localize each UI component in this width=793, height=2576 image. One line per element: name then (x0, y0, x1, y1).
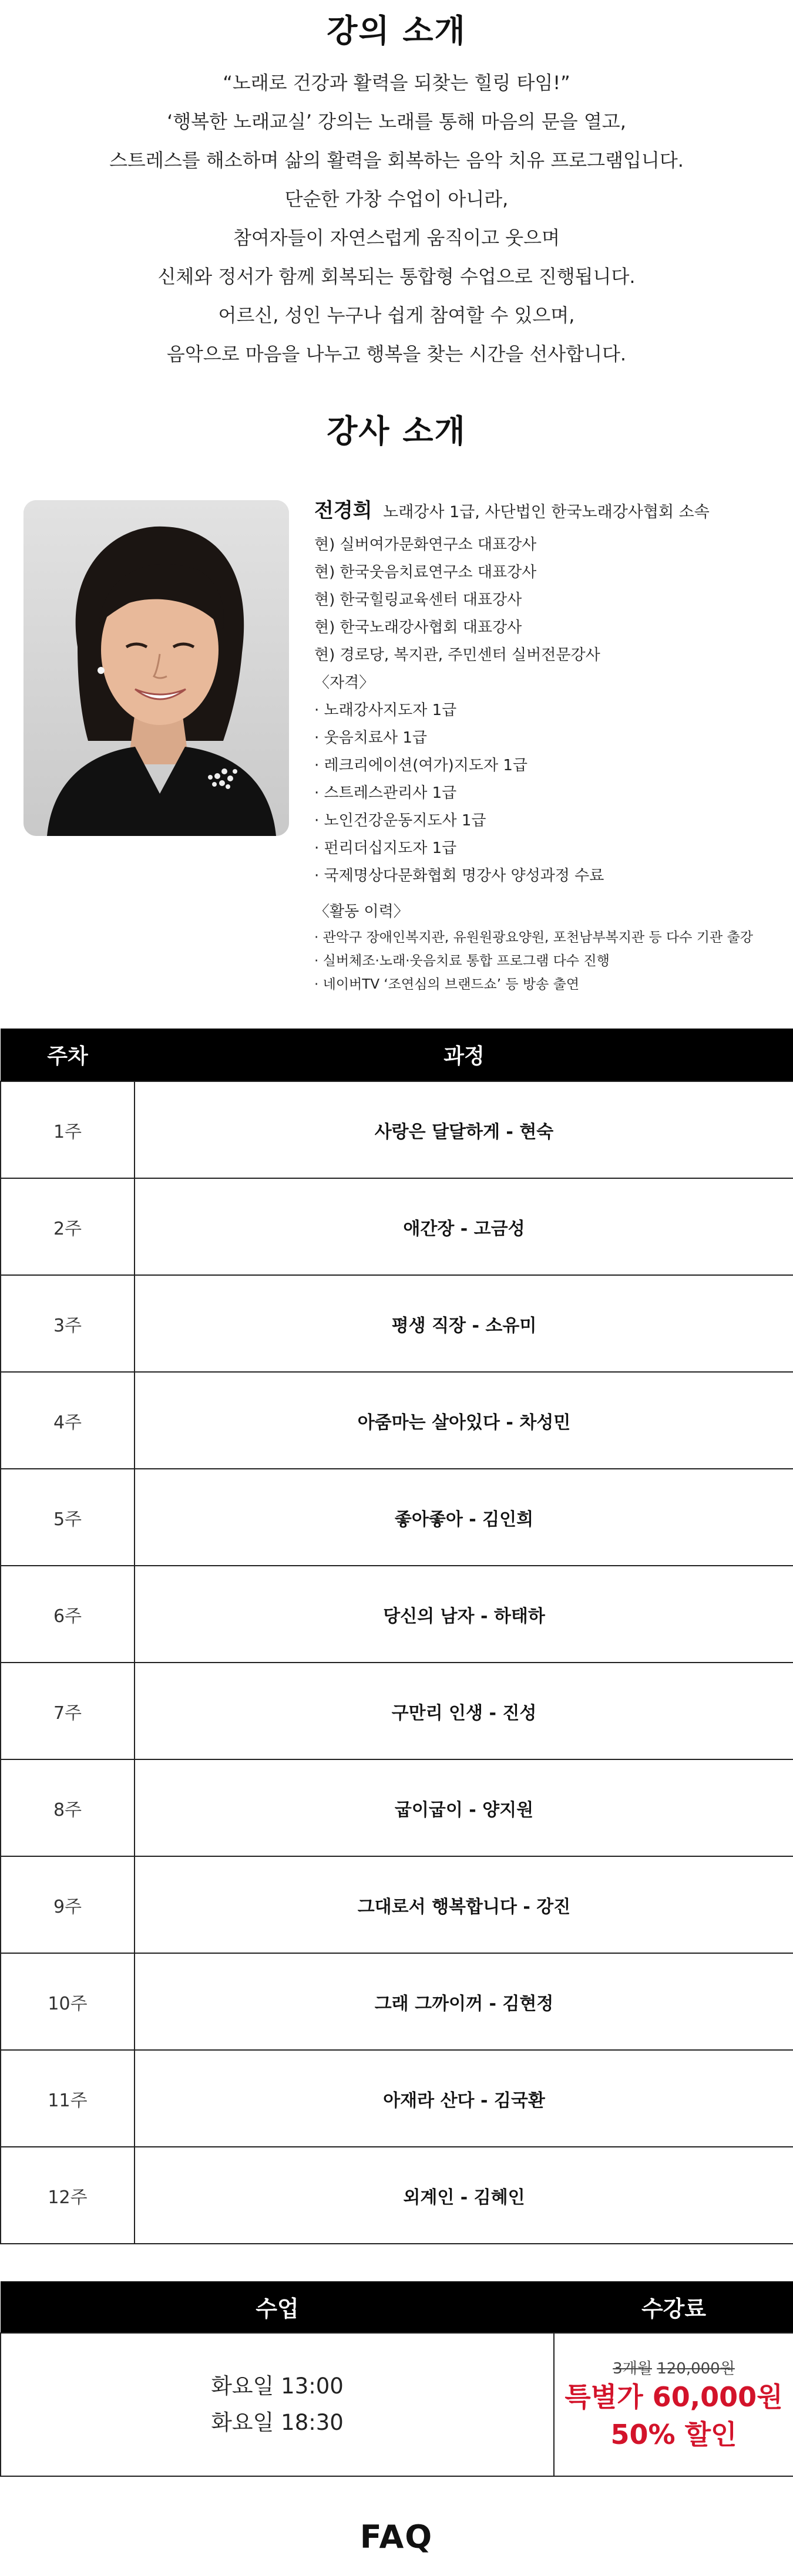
week-cell: 12주 (1, 2147, 135, 2244)
week-cell: 11주 (1, 2050, 135, 2147)
week-cell: 7주 (1, 1663, 135, 1759)
instructor-photo (23, 500, 289, 836)
fee-table (0, 2281, 793, 2477)
position-item: 현) 실버여가문화연구소 대표강사 (314, 536, 537, 554)
lecture-intro-title: 강의 소개 (327, 12, 466, 49)
class-column-header: 수업 (1, 2281, 554, 2333)
table-row (1, 1081, 793, 1178)
original-period: 3개월 (613, 2359, 652, 2378)
original-price-line (555, 2356, 793, 2378)
intro-line: 단순한 가창 수업이 아니라, (284, 188, 509, 210)
qualification-item: · 국제명상다문화협회 명강사 양성과정 수료 (314, 867, 604, 885)
instructor-name-line (314, 499, 784, 524)
table-row (1, 1953, 793, 2050)
table-row (1, 1372, 793, 1469)
week-cell: 8주 (1, 1759, 135, 1856)
week-column-header: 주차 (1, 1029, 135, 1081)
schedule-table (0, 1029, 793, 2244)
course-cell: 평생 직장 - 소유미 (135, 1275, 793, 1372)
activities-heading: 〈활동 이력〉 (314, 903, 409, 921)
week-cell: 4주 (1, 1372, 135, 1469)
fee-row (1, 2333, 793, 2476)
schedule-header-row (1, 1029, 793, 1081)
week-cell: 10주 (1, 1953, 135, 2050)
table-row (1, 2050, 793, 2147)
fee-column-header: 수강료 (554, 2281, 793, 2333)
price-cell (554, 2333, 793, 2476)
table-row (1, 2147, 793, 2244)
table-row (1, 1469, 793, 1566)
intro-line: 어르신, 성인 누구나 쉽게 참여할 수 있으며, (218, 304, 575, 326)
intro-line: “노래로 건강과 활력을 되찾는 힐링 타임!” (223, 72, 570, 94)
course-cell: 애간장 - 고금성 (135, 1178, 793, 1275)
course-cell: 그래 그까이꺼 - 김현정 (135, 1953, 793, 2050)
course-cell: 구만리 인생 - 진성 (135, 1663, 793, 1759)
discount-badge: 50% 할인 (610, 2418, 737, 2450)
table-row (1, 1856, 793, 1953)
intro-line: 음악으로 마음을 나누고 행복을 찾는 시간을 선사합니다. (166, 343, 627, 365)
course-cell: 아줌마는 살아있다 - 차성민 (135, 1372, 793, 1469)
table-row (1, 1759, 793, 1856)
course-cell: 아재라 산다 - 김국환 (135, 2050, 793, 2147)
special-price: 특별가 60,000원 (564, 2381, 783, 2413)
week-cell: 6주 (1, 1566, 135, 1663)
table-row (1, 1566, 793, 1663)
qualification-item: · 레크리에이션(여가)지도자 1급 (314, 757, 528, 774)
course-cell: 좋아좋아 - 김인희 (135, 1469, 793, 1566)
fee-header-row (1, 2281, 793, 2333)
position-item: 현) 한국힐링교육센터 대표강사 (314, 591, 522, 609)
qualification-item: · 노래강사지도자 1급 (314, 702, 457, 719)
course-column-header: 과정 (135, 1029, 793, 1081)
week-cell: 5주 (1, 1469, 135, 1566)
position-item: 현) 경로당, 복지관, 주민센터 실버전문강사 (314, 646, 600, 664)
course-cell: 사랑은 달달하게 - 현숙 (135, 1081, 793, 1178)
faq-title: FAQ (359, 2518, 434, 2555)
original-price: 120,000원 (657, 2359, 735, 2378)
intro-line: 참여자들이 자연스럽게 움직이고 웃으며 (233, 227, 560, 249)
class-time: 화요일 13:00 (211, 2373, 344, 2399)
intro-line: ‘행복한 노래교실’ 강의는 노래를 통해 마음의 문을 열고, (167, 110, 626, 133)
week-cell: 9주 (1, 1856, 135, 1953)
activity-item: · 실버체조·노래·웃음치료 통합 프로그램 다수 진행 (314, 953, 610, 969)
instructor-affiliation: 노래강사 1급, 사단법인 한국노래강사협회 소속 (383, 503, 710, 521)
table-row (1, 1663, 793, 1759)
instructor-bio (314, 499, 784, 996)
qualification-item: · 스트레스관리사 1급 (314, 784, 457, 802)
position-item: 현) 한국노래강사협회 대표강사 (314, 619, 522, 636)
intro-line: 신체와 정서가 함께 회복되는 통합형 수업으로 진행됩니다. (157, 265, 636, 288)
week-cell: 2주 (1, 1178, 135, 1275)
week-cell: 3주 (1, 1275, 135, 1372)
course-cell: 당신의 남자 - 하태하 (135, 1566, 793, 1663)
class-times-cell (1, 2333, 554, 2476)
week-cell: 1주 (1, 1081, 135, 1178)
lecture-intro-text (0, 63, 793, 373)
qualifications-heading: 〈자격〉 (314, 674, 375, 692)
instructor-title: 강사 소개 (327, 413, 466, 450)
position-item: 현) 한국웃음치료연구소 대표강사 (314, 564, 537, 581)
instructor-name: 전경희 (314, 499, 372, 522)
course-cell: 굽이굽이 - 양지원 (135, 1759, 793, 1856)
intro-line: 스트레스를 해소하며 삶의 활력을 회복하는 음악 치유 프로그램입니다. (109, 149, 684, 171)
qualification-item: · 노인건강운동지도사 1급 (314, 812, 486, 830)
activity-item: · 관악구 장애인복지관, 유원원광요양원, 포천남부복지관 등 다수 기관 출강 (314, 930, 753, 945)
table-row (1, 1178, 793, 1275)
qualification-item: · 펀리더십지도자 1급 (314, 839, 457, 857)
course-cell: 그대로서 행복합니다 - 강진 (135, 1856, 793, 1953)
table-row (1, 1275, 793, 1372)
course-cell: 외계인 - 김혜인 (135, 2147, 793, 2244)
activity-item: · 네이버TV ‘조연심의 브랜드쇼’ 등 방송 출연 (314, 977, 580, 992)
class-time: 화요일 18:30 (211, 2410, 344, 2435)
qualification-item: · 웃음치료사 1급 (314, 729, 428, 747)
